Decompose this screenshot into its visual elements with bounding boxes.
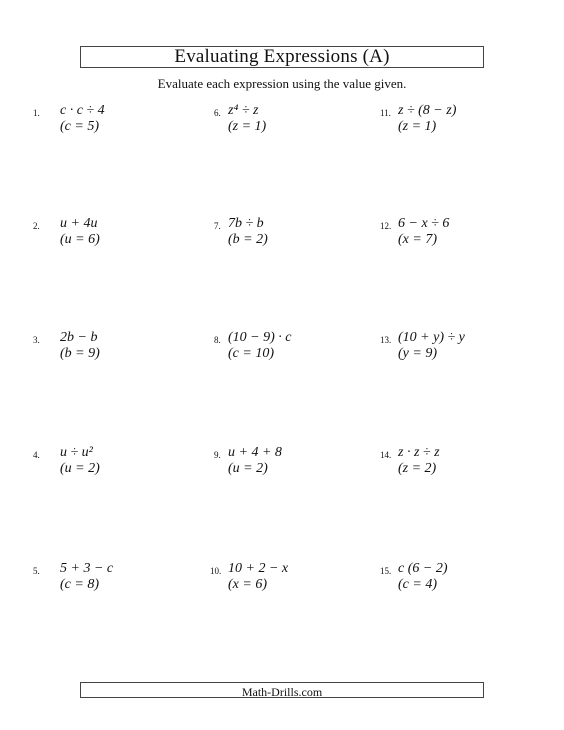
problem-given-value: (z = 1) <box>228 119 267 134</box>
problem-expression: u + 4 + 8 <box>228 445 282 460</box>
problem-number: 14. <box>380 450 392 460</box>
problem-given-value: (z = 1) <box>398 119 437 134</box>
problem-expression: u ÷ u² <box>60 445 93 460</box>
problem-expression: (10 + y) ÷ y <box>398 330 465 345</box>
problem-given-value: (u = 2) <box>60 461 100 476</box>
problem-given-value: (x = 7) <box>398 232 437 247</box>
problem-given-value: (c = 8) <box>60 577 99 592</box>
problem-given-value: (u = 6) <box>60 232 100 247</box>
instructions: Evaluate each expression using the value given. <box>157 76 407 91</box>
problem-number: 4. <box>33 450 40 460</box>
problem-number: 6. <box>214 108 221 118</box>
problem-expression: z⁴ ÷ z <box>228 103 259 118</box>
problem-expression: z ÷ (8 − z) <box>398 103 457 118</box>
problem-given-value: (x = 6) <box>228 577 267 592</box>
problem-given-value: (u = 2) <box>228 461 268 476</box>
title-box <box>80 46 484 68</box>
problem-number: 7. <box>214 221 221 231</box>
problem-expression: 6 − x ÷ 6 <box>398 216 450 231</box>
problem-given-value: (b = 2) <box>228 232 268 247</box>
problem-number: 3. <box>33 335 40 345</box>
page-title: Evaluating Expressions (A) <box>174 46 390 67</box>
problem-expression: (10 − 9) · c <box>228 330 292 345</box>
problem-number: 1. <box>33 108 40 118</box>
problem-expression: u + 4u <box>60 216 98 231</box>
problem-expression: c · c ÷ 4 <box>60 103 105 118</box>
problem-number: 10. <box>210 566 222 576</box>
problem-given-value: (b = 9) <box>60 346 100 361</box>
footer-box <box>80 682 484 698</box>
problem-expression: 7b ÷ b <box>228 216 264 231</box>
problem-number: 12. <box>380 221 392 231</box>
problem-given-value: (z = 2) <box>398 461 437 476</box>
problem-given-value: (c = 10) <box>228 346 274 361</box>
footer-site-name: Math-Drills.com <box>241 685 323 699</box>
problem-number: 5. <box>33 566 40 576</box>
problem-expression: 5 + 3 − c <box>60 561 114 576</box>
problem-number: 9. <box>214 450 221 460</box>
problem-number: 11. <box>380 108 391 118</box>
problem-number: 13. <box>380 335 392 345</box>
problem-given-value: (c = 4) <box>398 577 437 592</box>
problem-expression: 2b − b <box>60 330 98 345</box>
problem-number: 8. <box>214 335 221 345</box>
problem-given-value: (y = 9) <box>398 346 437 361</box>
problem-number: 2. <box>33 221 40 231</box>
problem-expression: c (6 − 2) <box>398 561 448 576</box>
problem-number: 15. <box>380 566 392 576</box>
problem-expression: z · z ÷ z <box>398 445 440 460</box>
problem-given-value: (c = 5) <box>60 119 99 134</box>
problem-expression: 10 + 2 − x <box>228 561 289 576</box>
